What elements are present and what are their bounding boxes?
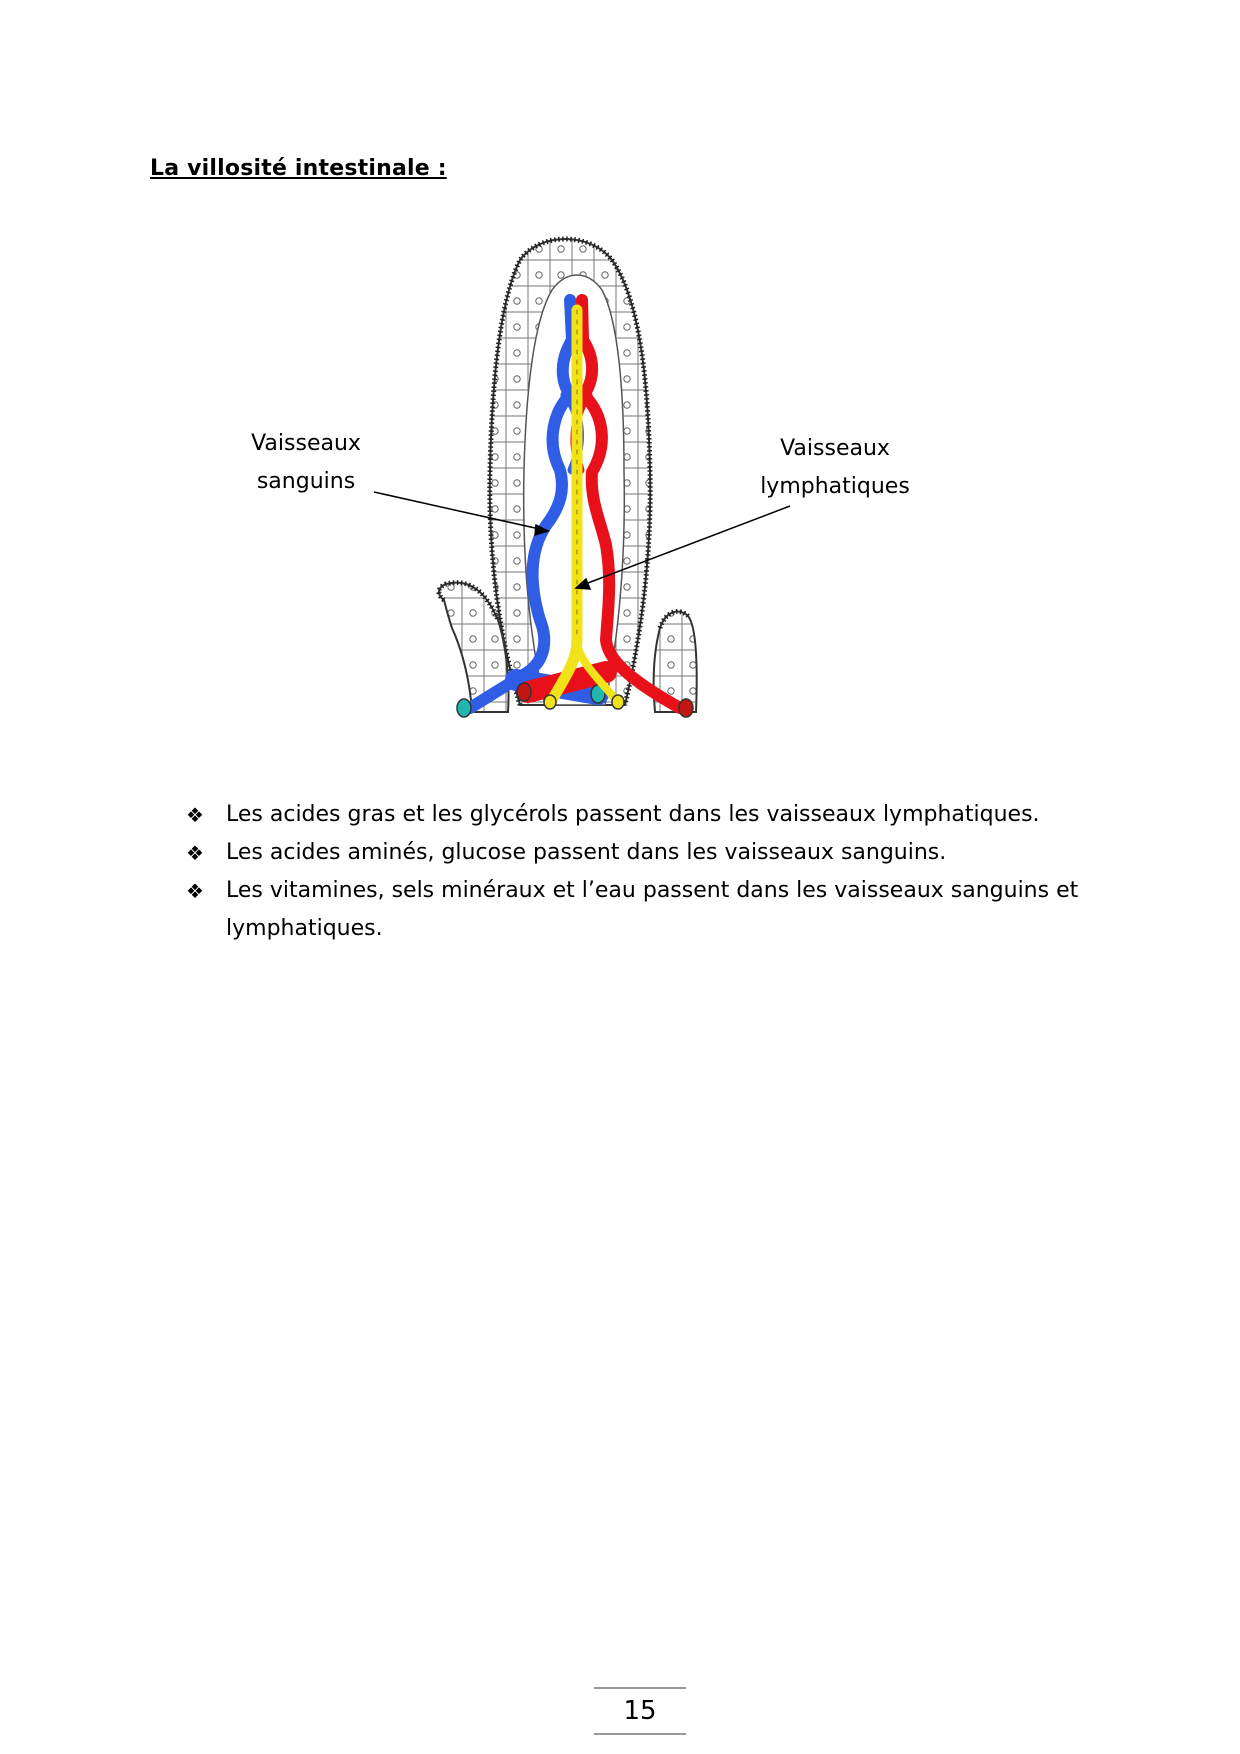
list-item-text: Les acides aminés, glucose passent dans les vaisseaux sanguins. xyxy=(226,840,947,865)
blood-label-line2: sanguins xyxy=(256,469,356,494)
diamond-bullet-icon: ❖ xyxy=(186,841,204,865)
list-item-text: Les acides gras et les glycérols passent dans les vaisseaux lymphatiques. xyxy=(226,802,1040,827)
diamond-bullet-icon: ❖ xyxy=(186,803,204,827)
list-item xyxy=(186,796,1086,834)
lymph-label-line1: Vaisseaux xyxy=(780,436,890,461)
list-item-text: Les vitamines, sels minéraux et l’eau passent dans les vaisseaux sanguins et lymphatiques. xyxy=(226,878,1079,941)
absorption-list xyxy=(186,796,1086,948)
blood-label-line1: Vaisseaux xyxy=(251,431,361,456)
diamond-bullet-icon: ❖ xyxy=(186,879,204,903)
section-heading: La villosité intestinale : xyxy=(150,156,447,181)
list-item xyxy=(186,834,1086,872)
list-item xyxy=(186,872,1086,948)
blood-vessels-label xyxy=(226,425,386,501)
lymph-label-line2: lymphatiques xyxy=(760,474,910,499)
lymph-vessels-label xyxy=(740,430,930,506)
villus-diagram xyxy=(0,0,1240,760)
page-number: 15 xyxy=(594,1687,686,1735)
